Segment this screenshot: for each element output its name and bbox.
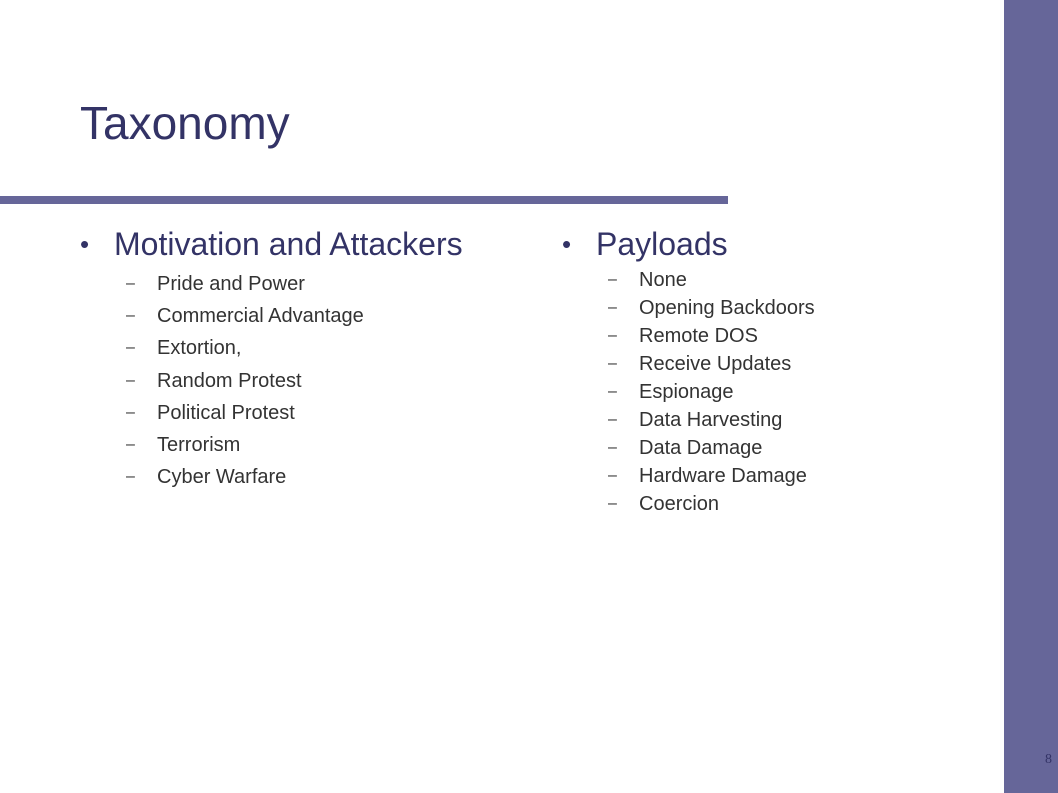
list-item-label: Cyber Warfare [157,466,287,489]
list-item-label: Data Damage [639,437,763,459]
dash-icon: – [608,495,617,512]
list-item [562,380,815,404]
list-item [80,369,463,393]
dash-icon: – [126,435,135,453]
list-item [80,433,463,457]
list-item [562,296,815,320]
bullet-icon: • [80,229,90,259]
list-item-label: Random Protest [157,369,302,392]
dash-icon: – [126,403,135,421]
list-item-label: Receive Updates [639,353,792,375]
list-item-label: Hardware Damage [639,465,807,487]
dash-icon: – [608,383,617,400]
list-item [80,272,463,296]
list-item-label: Extortion, [157,337,242,360]
left-heading [80,226,463,262]
right-heading-text: Payloads [596,226,728,262]
list-item [80,304,463,328]
right-column [562,226,815,520]
list-item-label: Data Harvesting [639,409,783,431]
dash-icon: – [608,467,617,484]
right-accent-bar [1004,0,1058,793]
list-item [562,436,815,460]
list-item-label: Opening Backdoors [639,297,815,319]
dash-icon: – [126,468,135,486]
dash-icon: – [126,371,135,389]
slide-title: Taxonomy [80,97,290,149]
list-item [562,464,815,488]
dash-icon: – [126,339,135,357]
list-item-label: Political Protest [157,401,295,424]
list-item-label: Espionage [639,381,734,403]
dash-icon: – [608,355,617,372]
dash-icon: – [126,307,135,325]
list-item-label: Coercion [639,493,720,515]
list-item-label: Commercial Advantage [157,305,364,328]
left-list [80,272,463,489]
right-heading [562,226,815,262]
left-column [80,226,463,497]
list-item [562,324,815,348]
list-item [80,465,463,489]
list-item-label: Pride and Power [157,273,305,295]
dash-icon: – [608,271,617,288]
dash-icon: – [608,439,617,456]
page-number: 8 [1045,752,1052,767]
list-item [562,492,815,516]
bullet-icon: • [562,229,572,259]
dash-icon: – [608,411,617,428]
dash-icon: – [126,275,135,292]
list-item [562,352,815,376]
list-item [562,268,815,292]
list-item-label: Remote DOS [639,325,758,347]
list-item-label: Terrorism [157,433,241,456]
title-underline-bar [0,196,728,204]
dash-icon: – [608,327,617,344]
dash-icon: – [608,299,617,316]
list-item-label: None [639,269,687,291]
list-item [80,336,463,360]
left-heading-text: Motivation and Attackers [114,226,463,262]
right-list [562,268,815,516]
list-item [80,401,463,425]
list-item [562,408,815,432]
